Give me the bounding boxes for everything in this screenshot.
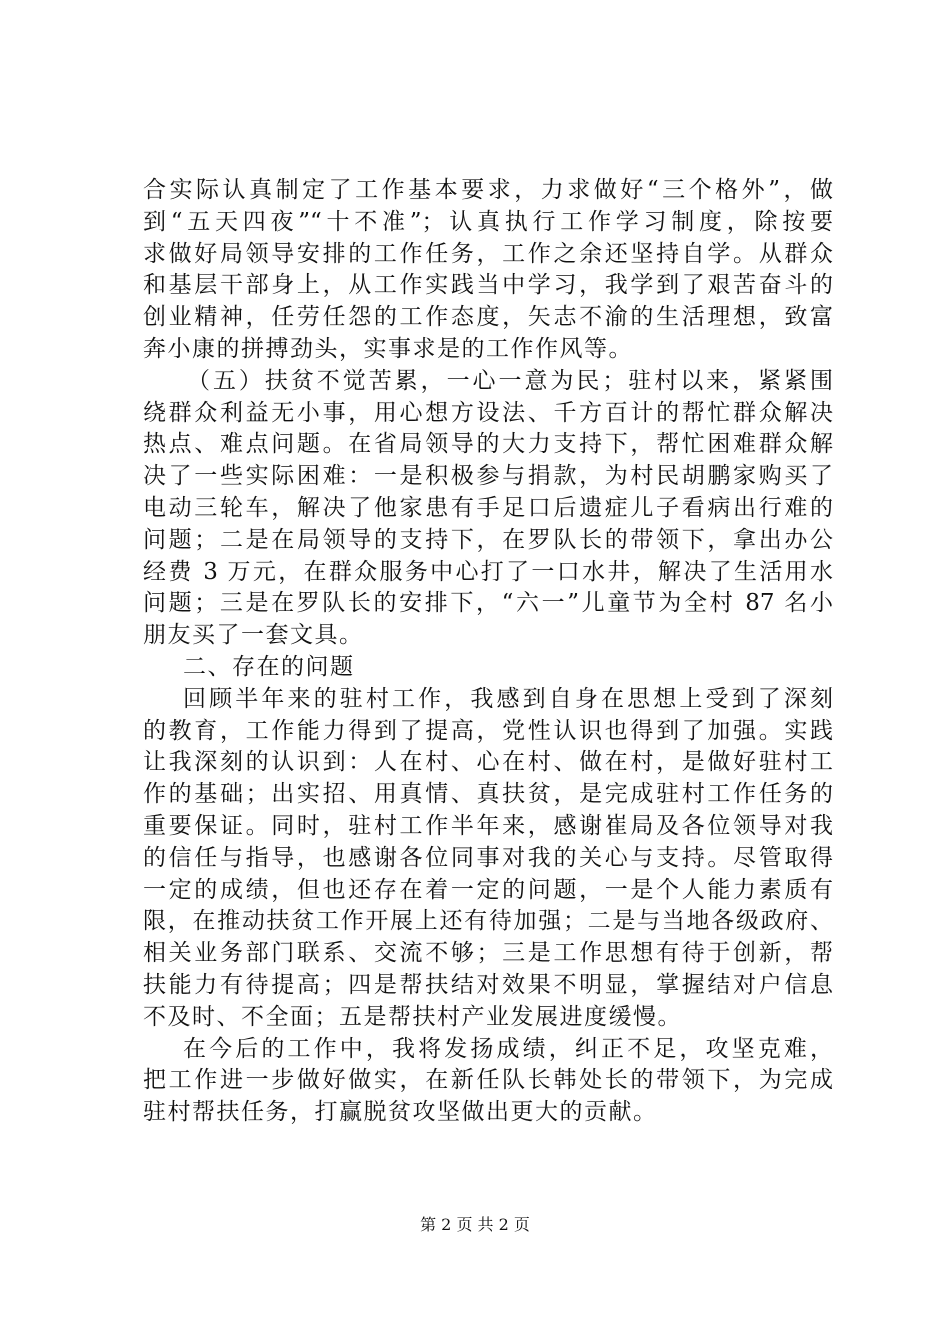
text-line: 合实际认真制定了工作基本要求，力求做好“三个格外”，做 [143,177,833,203]
text-line: 到“五天四夜”“十不准”；认真执行工作学习制度，除按要 [143,208,833,235]
text-line: 相关业务部门联系、交流不够；三是工作思想有待于创新，帮 [143,940,833,967]
text-line: 一定的成绩，但也还存在着一定的问题，一是个人能力素质有 [143,876,833,903]
text-line: 朋友买了一套文具。 [143,622,364,649]
document-body [143,175,833,1129]
text-line: 让我深刻的认识到：人在村、心在村、做在村，是做好驻村工 [143,749,833,776]
text-line: 的教育，工作能力得到了提高，党性认识也得到了加强。实践 [143,717,833,744]
text-line: 创业精神，任劳任怨的工作态度，矢志不渝的生活理想，致富 [143,304,833,331]
section-heading: 二、存在的问题 [183,653,355,680]
text-line: 绕群众利益无小事，用心想方设法、千方百计的帮忙群众解决 [143,399,833,426]
text-line: 扶能力有待提高；四是帮扶结对效果不明显，掌握结对户信息 [143,971,833,998]
paragraph-start-line: 在今后的工作中，我将发扬成绩，纠正不足，攻坚克难， [183,1035,833,1062]
text-line: 驻村帮扶任务，打赢脱贫攻坚做出更大的贡献。 [143,1099,658,1126]
text-line: 经费 3 万元，在群众服务中心打了一口水井，解决了生活用水 [143,558,833,585]
text-line: 问题；三是在罗队长的安排下，“六一”儿童节为全村 87 名小 [143,590,833,617]
text-line: 热点、难点问题。在省局领导的大力支持下，帮忙困难群众解 [143,431,833,458]
text-line: 不及时、不全面；五是帮扶村产业发展进度缓慢。 [143,1003,682,1030]
text-line: 的信任与指导，也感谢各位同事对我的关心与支持。尽管取得 [143,844,833,871]
text-line: 和基层干部身上，从工作实践当中学习，我学到了艰苦奋斗的 [143,272,833,299]
text-line: 把工作进一步做好做实，在新任队长韩处长的带领下，为完成 [143,1067,833,1094]
paragraph-start-line: 回顾半年来的驻村工作，我感到自身在思想上受到了深刻 [183,685,833,712]
text-line: 求做好局领导安排的工作任务，工作之余还坚持自学。从群众 [143,240,833,267]
text-line: 奔小康的拼搏劲头，实事求是的工作作风等。 [143,335,633,362]
text-line: 限，在推动扶贫工作开展上还有待加强；二是与当地各级政府、 [143,908,833,935]
text-line: 决了一些实际困难：一是积极参与捐款，为村民胡鹏家购买了 [143,463,833,490]
text-line: 重要保证。同时，驻村工作半年来，感谢崔局及各位领导对我 [143,812,833,839]
page-number-footer: 第 2 页 共 2 页 [420,1215,530,1234]
paragraph-start-line: （五）扶贫不觉苦累，一心一意为民；驻村以来，紧紧围 [187,367,833,394]
text-line: 问题；二是在局领导的支持下，在罗队长的带领下，拿出办公 [143,526,833,553]
text-line: 作的基础；出实招、用真情、真扶贫，是完成驻村工作任务的 [143,781,833,808]
text-line: 电动三轮车，解决了他家患有手足口后遗症儿子看病出行难的 [143,494,833,521]
